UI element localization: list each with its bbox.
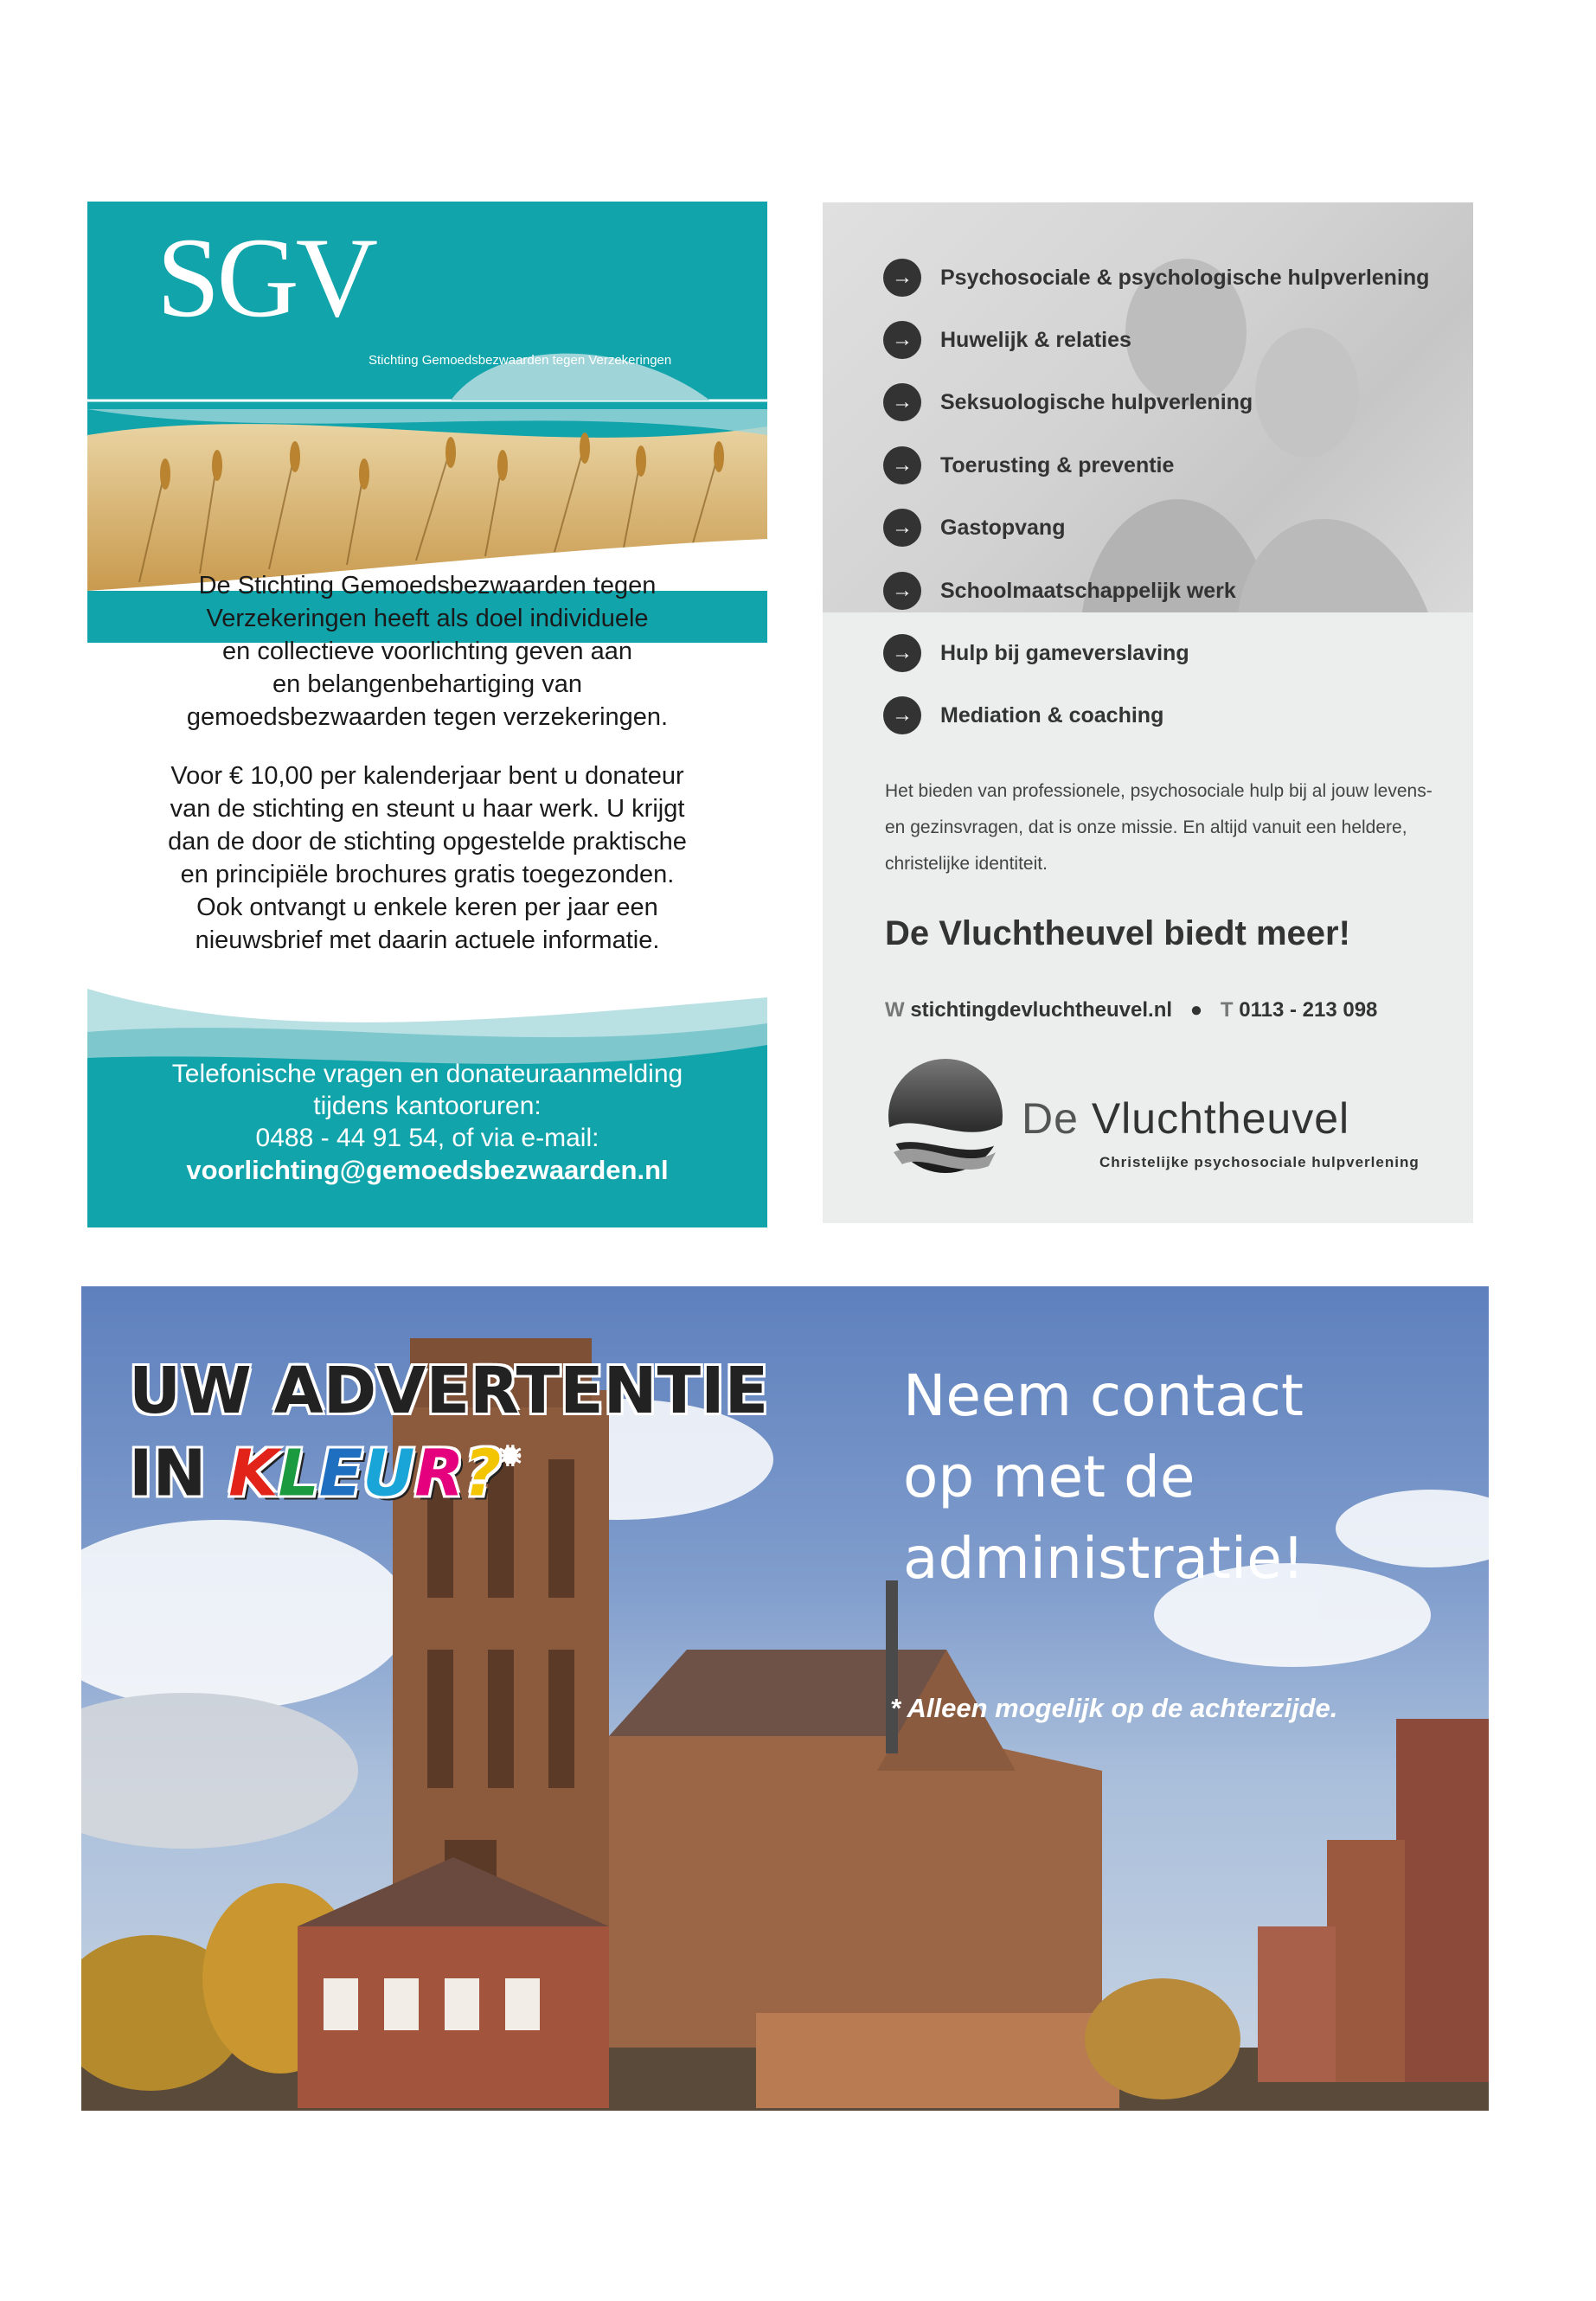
sgv-p1-line: en collectieve voorlichting geven aan	[222, 638, 632, 665]
ad-headline	[129, 1356, 768, 1509]
arrow-right-icon: →	[883, 509, 921, 547]
kleur-letter: E	[318, 1436, 363, 1511]
brand-de: De	[1022, 1094, 1079, 1143]
vluchtheuvel-tagline: Christelijke psychosociale hulpverlening	[1099, 1154, 1420, 1170]
sgv-p1-line: en belangenbehartiging van	[272, 670, 582, 698]
service-label: Gastopvang	[940, 515, 1066, 540]
sgv-contact-line: Telefonische vragen en donateuraanmelding	[171, 1060, 683, 1088]
arrow-right-icon: →	[883, 696, 921, 734]
vluchtheuvel-advertisement	[823, 202, 1473, 1223]
headline-line-1: UW ADVERTENTIE	[129, 1354, 769, 1428]
service-item[interactable]	[883, 320, 1131, 360]
separator-dot: ●	[1189, 998, 1203, 1022]
vluchtheuvel-headline: De Vluchtheuvel biedt meer!	[885, 914, 1350, 952]
service-label: Schoolmaatschappelijk werk	[940, 578, 1236, 603]
script-line: op met de	[903, 1444, 1195, 1510]
service-item[interactable]	[883, 445, 1174, 485]
vluchtheuvel-logo-text	[1022, 1093, 1349, 1144]
service-item[interactable]	[883, 382, 1253, 422]
sgv-advertisement	[87, 202, 767, 1227]
service-label: Psychosociale & psychologische hulpverlening	[940, 265, 1430, 290]
headline-asterisk: *	[501, 1442, 520, 1482]
service-label: Huwelijk & relaties	[940, 327, 1131, 352]
arrow-right-icon: →	[883, 634, 921, 672]
color-ad-banner	[81, 1286, 1489, 2111]
contact-admin-text	[903, 1356, 1304, 1599]
service-label: Toerusting & preventie	[940, 452, 1175, 478]
web-key: W	[885, 998, 905, 1022]
phone-number[interactable]: 0113 - 213 098	[1239, 998, 1378, 1022]
sgv-p1-line: De Stichting Gemoedsbezwaarden tegen	[198, 572, 657, 599]
sgv-p2-line: en principiële brochures gratis toegezonden.	[180, 861, 675, 888]
contact-line	[885, 998, 1377, 1022]
kleur-letter: L	[278, 1436, 319, 1511]
service-item[interactable]	[883, 571, 1236, 611]
arrow-right-icon: →	[883, 572, 921, 610]
website-link[interactable]: stichtingdevluchtheuvel.nl	[910, 998, 1173, 1022]
service-label: Mediation & coaching	[940, 702, 1164, 727]
sgv-contact	[113, 1058, 741, 1186]
kleur-letter: K	[228, 1436, 279, 1511]
service-item[interactable]	[883, 695, 1163, 735]
arrow-right-icon: →	[883, 259, 921, 297]
service-item[interactable]	[883, 633, 1189, 673]
service-label: Seksuologische hulpverlening	[940, 389, 1253, 414]
sgv-contact-line: 0488 - 44 91 54, of via e-mail:	[255, 1124, 599, 1152]
wheat-field-image	[87, 409, 767, 591]
headline-in: IN	[129, 1436, 207, 1511]
sgv-logo-subtitle: Stichting Gemoedsbezwaarden tegen Verzekeringen	[369, 353, 672, 368]
arrow-right-icon: →	[883, 446, 921, 484]
kleur-letter: U	[362, 1436, 415, 1511]
brand-name: Vluchtheuvel	[1091, 1094, 1350, 1143]
sgv-paragraph-2	[131, 760, 724, 957]
sgv-contact-line: tijdens kantooruren:	[313, 1092, 542, 1120]
sgv-p2-line: dan de door de stichting opgestelde praktische	[168, 828, 687, 856]
sgv-p2-line: Voor € 10,00 per kalenderjaar bent u donateur	[170, 762, 684, 790]
service-item[interactable]	[883, 508, 1065, 548]
phone-key: T	[1220, 998, 1234, 1022]
kleur-word	[228, 1437, 501, 1511]
vluchtheuvel-logo-icon	[885, 1057, 1006, 1178]
service-item[interactable]	[883, 258, 1429, 298]
script-line: administratie!	[903, 1525, 1305, 1592]
arrow-right-icon: →	[883, 321, 921, 359]
kleur-letter: R	[414, 1436, 465, 1511]
sgv-p1-line: gemoedsbezwaarden tegen verzekeringen.	[186, 703, 669, 731]
backside-note: * Alleen mogelijk op de achterzijde.	[890, 1693, 1338, 1723]
sgv-p2-line: Ook ontvangt u enkele keren per jaar een	[196, 894, 658, 921]
sgv-p2-line: nieuwsbrief met daarin actuele informatie.	[195, 926, 660, 954]
sgv-email-link[interactable]: voorlichting@gemoedsbezwaarden.nl	[186, 1155, 669, 1185]
headline-line-2	[129, 1426, 768, 1509]
sgv-p1-line: Verzekeringen heeft als doel individuele	[206, 605, 649, 632]
kleur-letter: ?	[464, 1436, 502, 1511]
sgv-p2-line: van de stichting en steunt u haar werk. U krijgt	[170, 795, 685, 823]
sgv-paragraph-1	[131, 569, 724, 734]
service-label: Hulp bij gameverslaving	[940, 640, 1189, 665]
arrow-right-icon: →	[883, 383, 921, 421]
script-line: Neem contact	[903, 1362, 1304, 1429]
sgv-logo: SGV	[157, 214, 375, 341]
mission-text: Het bieden van professionele, psychosociale hulp bij al jouw levens- en gezinsvragen, dat is onze missie. En altijd vanuit een heldere, christelijke identiteit.	[885, 781, 1433, 874]
